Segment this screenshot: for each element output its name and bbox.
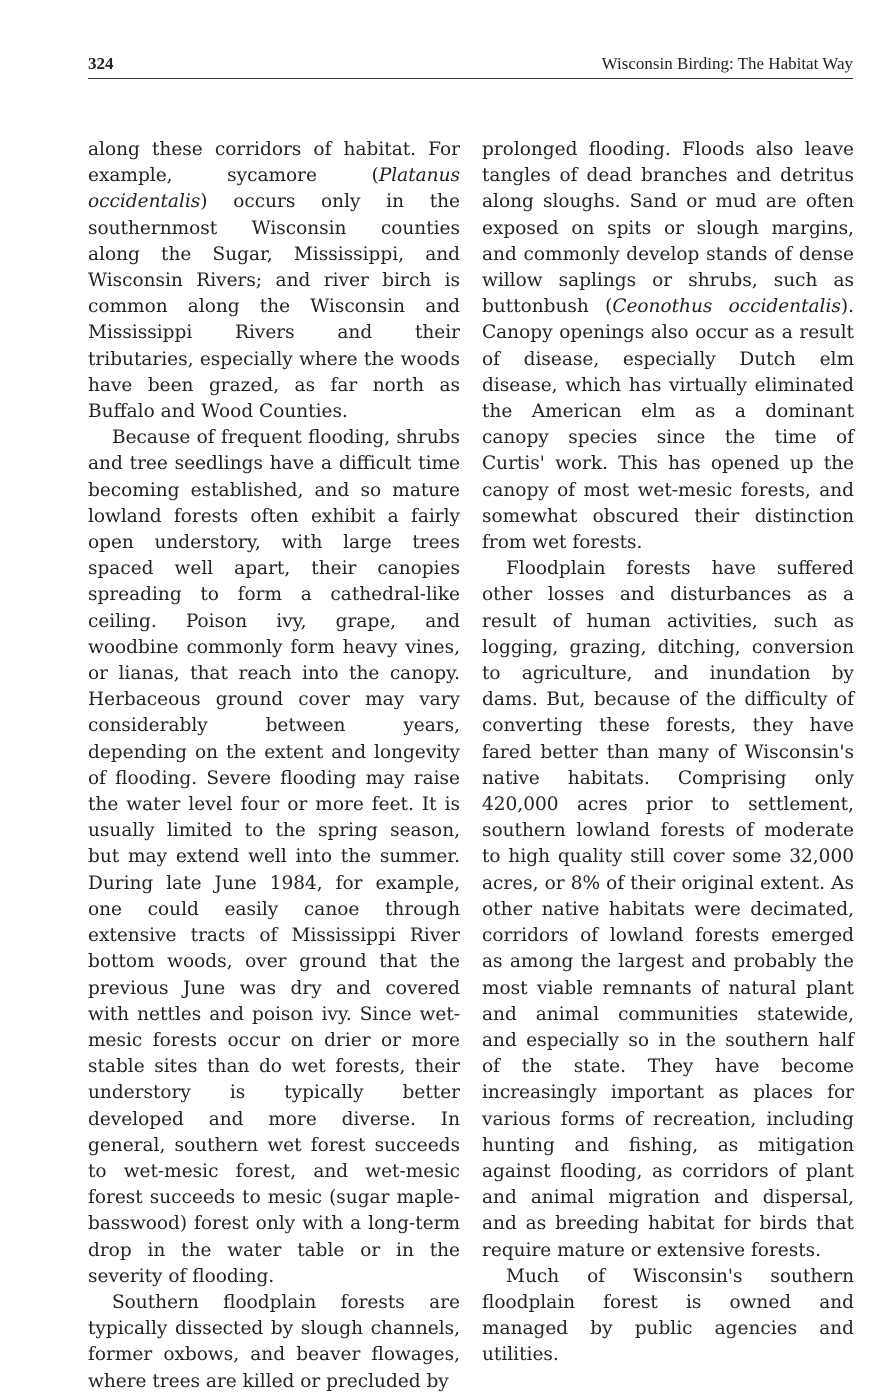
page-header [88, 52, 853, 79]
right-column [482, 137, 854, 1369]
paragraph: Floodplain forests have suffered other losses and disturbances as a result of human activities, such as logging, grazing, ditching, conversion to agriculture, and inundation by dams. But, because of the difficulty of converting these forests, they have fared better than many of Wisconsin's native habitats. Comprising only 420,000 acres prior to settlement, southern lowland forests of moderate to high quality still cover some 32,000 acres, or 8% of their original extent. As other native habitats were decimated, corridors of lowland forests emerged as among the largest and probably the most viable remnants of natural plant and animal communities statewide, and especially so in the southern half of the state. They have become increasingly important as places for various forms of recreation, including hunting and fishing, as mitigation against flooding, as corridors of plant and animal migration and dispersal, and as breeding habitat for birds that require mature or extensive forests. [482, 558, 854, 1261]
paragraph: along these corridors of habitat. For example, sycamore (Platanus occidentalis) occurs only in the southernmost Wisconsin counties along the Sugar, Mississippi, and Wisconsin Rivers; and river birch is common along the Wisconsin and Mississippi Rivers and their tributaries, especially where the woods have been grazed, as far north as Buffalo and Wood Counties. [88, 139, 460, 423]
page-number: 324 [88, 54, 114, 73]
paragraph: Much of Wisconsin's southern floodplain forest is owned and managed by public agencies and utilities. [482, 1265, 854, 1366]
running-head: Wisconsin Birding: The Habitat Way [601, 54, 853, 73]
scientific-name: Ceonothus occidentalis [612, 296, 841, 318]
paragraph: Because of frequent flooding, shrubs and tree seedlings have a difficult time becoming established, and so mature lowland forests often exhibit a fairly open understory, with large trees spaced well apart, their canopies spreading to form a cathedral-like ceiling. Poison ivy, grape, and woodbine commonly form heavy vines, or lianas, that reach into the canopy. Herbaceous ground cover may vary considerably between years, depending on the extent and longevity of flooding. Severe flooding may raise the water level four or more feet. It is usually limited to the spring season, but may extend well into the summer. During late June 1984, for example, one could easily canoe through extensive tracts of Mississippi River bottom woods, over ground that the previous June was dry and covered with nettles and poison ivy. Since wet-mesic forests occur on drier or more stable sites than do wet forests, their understory is typically better developed and more diverse. In general, southern wet forest succeeds to wet-mesic forest, and wet-mesic forest succeeds to mesic (sugar maple-basswood) forest only with a long-term drop in the water table or in the severity of flooding. [88, 427, 460, 1287]
paragraph: Southern floodplain forests are typically dissected by slough channels, former oxbows, and beaver flowages, where trees are killed or precluded by [88, 1291, 460, 1392]
scientific-name: Platanus occidentalis [88, 165, 460, 213]
left-column [88, 137, 460, 1395]
paragraph: prolonged flooding. Floods also leave tangles of dead branches and detritus along sloughs. Sand or mud are often exposed on spits or slough margins, and commonly develop stands of dense willow saplings or shrubs, such as buttonbush (Ceonothus occidentalis). Canopy openings also occur as a result of disease, especially Dutch elm disease, which has virtually eliminated the American elm as a dominant canopy species since the time of Curtis' work. This has opened up the canopy of most wet-mesic forests, and somewhat obscured their distinction from wet forests. [482, 139, 854, 554]
